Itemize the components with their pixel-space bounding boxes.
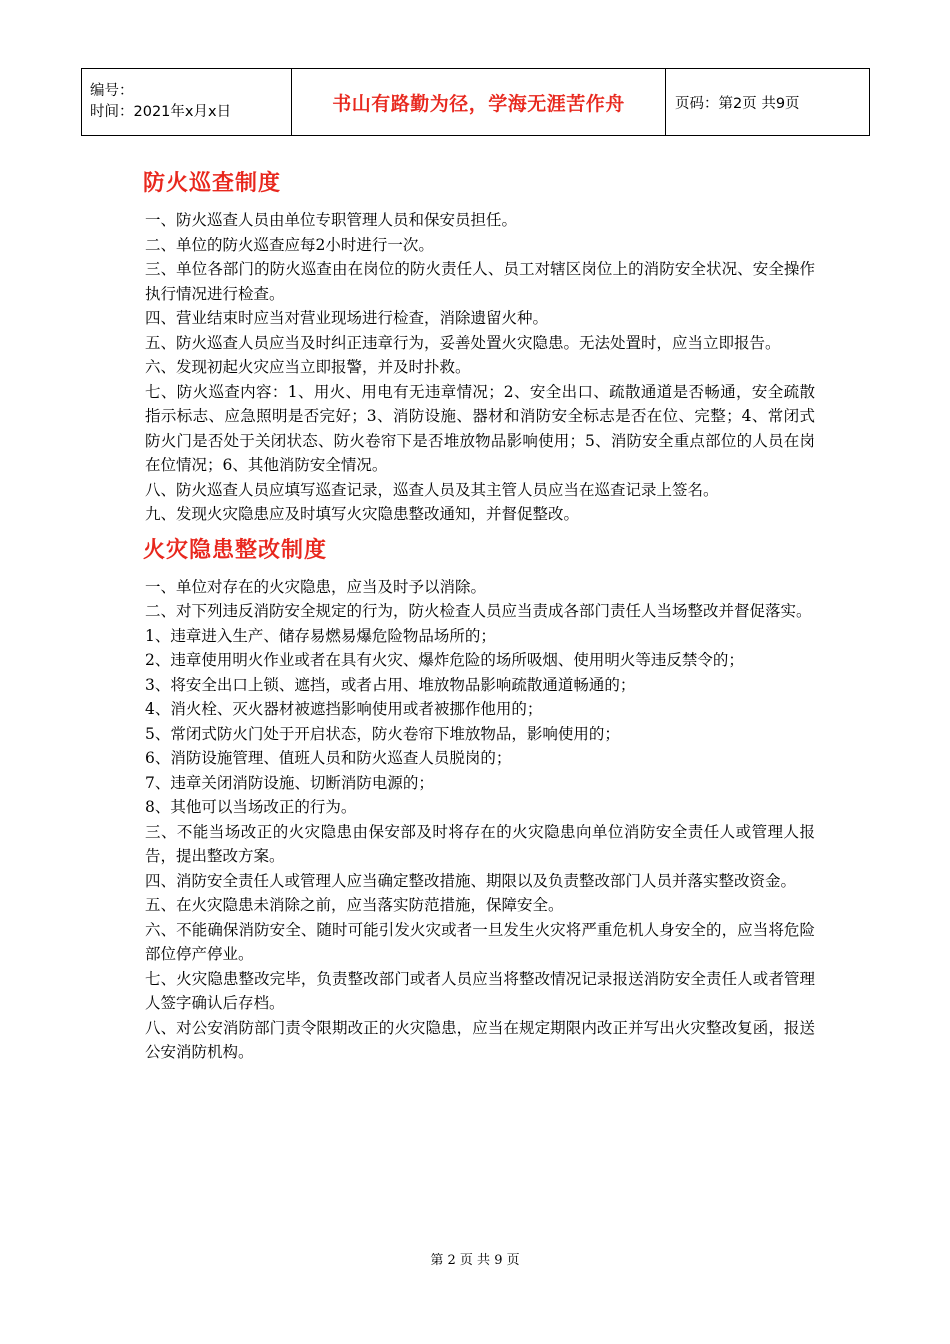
paragraph: 二、对下列违反消防安全规定的行为，防火检查人员应当责成各部门责任人当场整改并督促落实。 xyxy=(145,602,812,620)
paragraph: 五、防火巡查人员应当及时纠正违章行为，妥善处置火灾隐患。无法处置时，应当立即报告。 xyxy=(145,333,781,352)
paragraph: 二、单位的防火巡查应每2小时进行一次。 xyxy=(145,235,434,254)
section-fire-patrol xyxy=(145,208,815,527)
paragraph: 六、发现初起火灾应当立即报警，并及时扑救。 xyxy=(145,358,471,376)
header-motto: 书山有路勤为径，学海无涯苦作舟 xyxy=(292,69,666,136)
paragraph: 1、违章进入生产、储存易燃易爆危险物品场所的； xyxy=(145,626,496,645)
paragraph: 一、单位对存在的火灾隐患，应当及时予以消除。 xyxy=(145,577,487,596)
section-title-hazard-rectification: 火灾隐患整改制度 xyxy=(143,537,328,563)
paragraph: 七、防火巡查内容：1、用火、用电有无违章情况；2、安全出口、疏散通道是否畅通，安全疏散指示标志、应急照明是否完好；3、消防设施、器材和消防安全标志是否在位、完整；4、常闭式防火门是否处于关闭状态、防火卷帘下是否堆放物品影响使用；5、消防安全重点部位的人员在岗在位情况；6、其他消防安全情况。 xyxy=(145,382,815,474)
paragraph: 五、在火灾隐患未消除之前，应当落实防范措施，保障安全。 xyxy=(145,896,564,914)
paragraph: 六、不能确保消防安全、随时可能引发火灾或者一旦发生火灾将严重危机人身安全的，应当将危险部位停产停业。 xyxy=(145,920,815,963)
paragraph: 6、消防设施管理、值班人员和防火巡查人员脱岗的； xyxy=(145,749,512,767)
document-body xyxy=(145,168,815,1065)
paragraph: 八、防火巡查人员应填写巡查记录，巡查人员及其主管人员应当在巡查记录上签名。 xyxy=(145,480,719,499)
paragraph: 三、单位各部门的防火巡查由在岗位的防火责任人、员工对辖区岗位上的消防安全状况、安全操作执行情况进行检查。 xyxy=(145,260,815,303)
paragraph: 3、将安全出口上锁、遮挡，或者占用、堆放物品影响疏散通道畅通的； xyxy=(145,675,636,694)
paragraph: 一、防火巡查人员由单位专职管理人员和保安员担任。 xyxy=(145,211,518,229)
paragraph: 7、违章关闭消防设施、切断消防电源的； xyxy=(145,773,434,792)
section-title-fire-patrol: 防火巡查制度 xyxy=(143,171,282,196)
header-page-info: 页码：第2页 共9页 xyxy=(666,69,870,136)
paragraph: 八、对公安消防部门责令限期改正的火灾隐患，应当在规定期限内改正并写出火灾整改复函，报送公安消防机构。 xyxy=(145,1018,815,1061)
paragraph: 三、不能当场改正的火灾隐患由保安部及时将存在的火灾隐患向单位消防安全责任人或管理人报告，提出整改方案。 xyxy=(145,822,815,865)
paragraph: 四、营业结束时应当对营业现场进行检查，消除遗留火种。 xyxy=(145,309,549,327)
document-number-label: 编号： xyxy=(90,83,134,99)
paragraph: 2、违章使用明火作业或者在具有火灾、爆炸危险的场所吸烟、使用明火等违反禁令的； xyxy=(145,651,744,669)
paragraph: 5、常闭式防火门处于开启状态，防火卷帘下堆放物品，影响使用的； xyxy=(145,724,620,743)
header-meta xyxy=(82,69,292,136)
paragraph: 8、其他可以当场改正的行为。 xyxy=(145,798,357,816)
paragraph: 4、消火栓、灭火器材被遮挡影响使用或者被挪作他用的； xyxy=(145,700,543,718)
paragraph: 四、消防安全责任人或管理人应当确定整改措施、期限以及负责整改部门人员并落实整改资金。 xyxy=(145,871,797,890)
page-header xyxy=(81,68,870,136)
paragraph: 七、火灾隐患整改完毕，负责整改部门或者人员应当将整改情况记录报送消防安全责任人或者管理人签字确认后存档。 xyxy=(145,969,815,1012)
document-time-label: 时间：2021年x月x日 xyxy=(90,104,232,120)
section-hazard-rectification xyxy=(145,575,815,1065)
page-footer: 第 2 页 共 9 页 xyxy=(430,1253,520,1268)
paragraph: 九、发现火灾隐患应及时填写火灾隐患整改通知，并督促整改。 xyxy=(145,505,580,523)
